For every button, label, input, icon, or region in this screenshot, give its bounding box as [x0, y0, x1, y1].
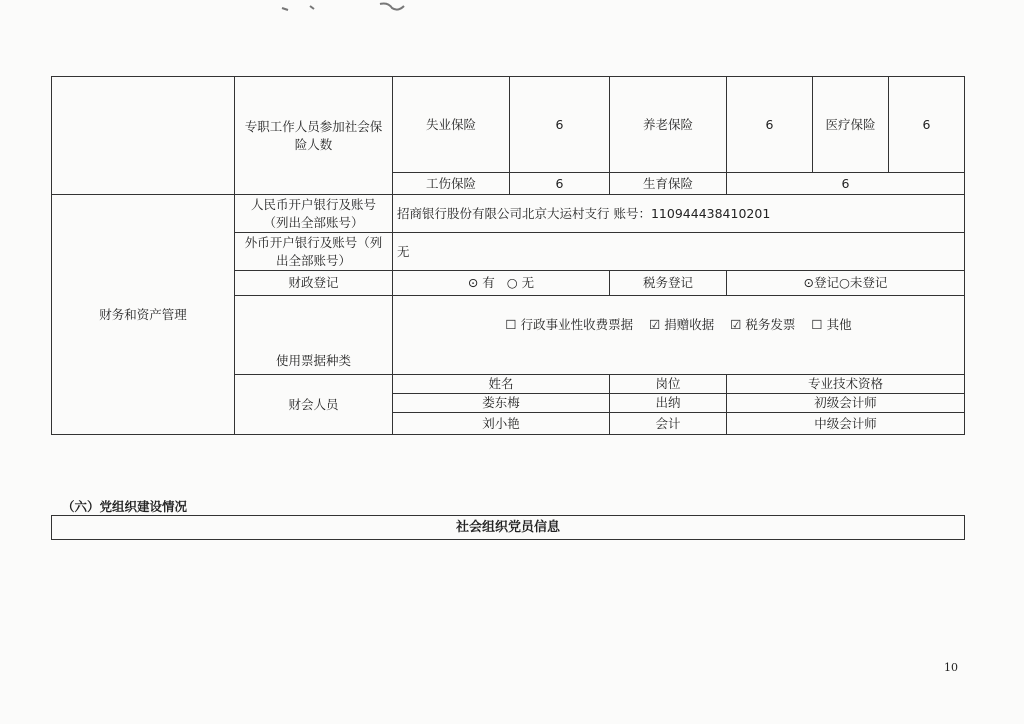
medical-label: 医疗保险	[813, 77, 889, 173]
invoice-options	[393, 296, 965, 375]
staff-name: 娄东梅	[393, 394, 610, 413]
insurance-row-1	[52, 77, 965, 173]
staff-position: 出纳	[610, 394, 727, 413]
blank-cell	[52, 77, 235, 195]
social-insurance-label: 专职工作人员参加社会保险人数	[235, 77, 393, 195]
staff-header-qualification: 专业技术资格	[727, 375, 965, 394]
medical-value: 6	[889, 77, 965, 173]
unemployment-value: 6	[510, 77, 610, 173]
maternity-value: 6	[727, 173, 965, 195]
finance-section-label: 财务和资产管理	[52, 195, 235, 435]
fx-account-value: 无	[393, 233, 965, 271]
staff-position: 会计	[610, 413, 727, 435]
fx-account-label: 外币开户银行及账号（列出全部账号）	[235, 233, 393, 271]
staff-header-position: 岗位	[610, 375, 727, 394]
party-section-heading: （六）党组织建设情况	[62, 499, 188, 514]
injury-value: 6	[510, 173, 610, 195]
rmb-account-row	[52, 195, 965, 233]
invoice-option-admin-fee: ☐ 行政事业性收费票据	[505, 317, 634, 332]
invoice-option-donation: ☑ 捐赠收据	[649, 317, 715, 332]
staff-qualification: 初级会计师	[727, 394, 965, 413]
accounting-staff-label: 财会人员	[235, 375, 393, 435]
staff-qualification: 中级会计师	[727, 413, 965, 435]
injury-label: 工伤保险	[393, 173, 510, 195]
unemployment-label: 失业保险	[393, 77, 510, 173]
party-members-bar: 社会组织党员信息	[51, 515, 965, 540]
rmb-account-value: 招商银行股份有限公司北京大运村支行 账号：110944438410201	[393, 195, 965, 233]
fiscal-registration-label: 财政登记	[235, 271, 393, 296]
tax-registration-label: 税务登记	[610, 271, 727, 296]
page-number: 10	[944, 661, 958, 674]
invoice-option-other: ☐ 其他	[811, 317, 852, 332]
staff-name: 刘小艳	[393, 413, 610, 435]
pension-label: 养老保险	[610, 77, 727, 173]
fiscal-yes-radio: ⊙ 有	[467, 275, 495, 290]
fiscal-no-radio: ○ 无	[506, 275, 535, 290]
maternity-label: 生育保险	[610, 173, 727, 195]
pension-value: 6	[727, 77, 813, 173]
rmb-account-label: 人民币开户银行及账号（列出全部账号）	[235, 195, 393, 233]
invoice-types-label: 使用票据种类	[235, 296, 393, 375]
org-info-table	[51, 76, 965, 435]
scan-smudge	[280, 0, 420, 14]
invoice-option-tax: ☑ 税务发票	[730, 317, 796, 332]
tax-registration-value: ⊙登记○未登记	[727, 271, 965, 296]
staff-header-name: 姓名	[393, 375, 610, 394]
fiscal-registration-options	[393, 271, 610, 296]
